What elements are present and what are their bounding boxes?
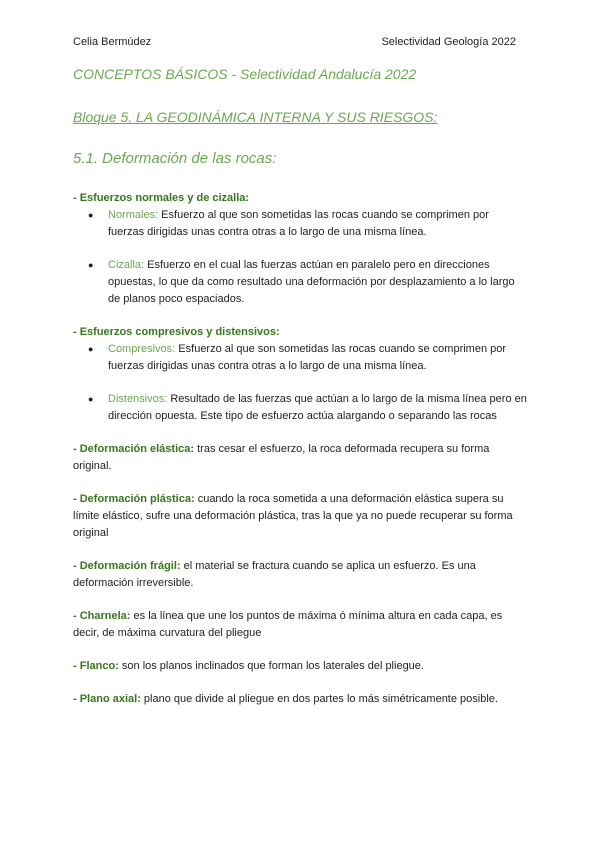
definition-text: cuando la roca sometida a una deformación elástica supera su límite elástico, sufre una deformación plástica, tras la que ya no puede recuperar su forma original	[73, 493, 513, 539]
item-text: Esfuerzo al que son sometidas las rocas cuando se comprimen por fuerzas dirigidas unas contra otras a lo largo de una misma línea.	[108, 343, 507, 372]
item-text: Esfuerzo en el cual las fuerzas actúan en paralelo pero en direcciones opuestas, lo que da como resultado una deformación por desplazamiento a lo largo de planos poco espaciados.	[108, 259, 515, 305]
list-item	[73, 257, 528, 308]
definition-term: - Flanco:	[73, 660, 119, 672]
item-term: Distensivos:	[108, 393, 168, 405]
bullet-icon: ●	[88, 210, 94, 220]
bullet-list	[73, 207, 528, 308]
list-item	[73, 391, 528, 425]
definition	[73, 558, 528, 592]
bullet-icon: ●	[88, 344, 94, 354]
definition-term: - Charnela:	[73, 610, 131, 622]
bullet-list	[73, 341, 528, 425]
item-text: Esfuerzo al que son sometidas las rocas cuando se comprimen por fuerzas dirigidas unas contra otras a lo largo de una misma línea.	[108, 209, 489, 238]
definition	[73, 691, 528, 708]
definition-text: es la línea que une los puntos de máxima ó mínima altura en cada capa, es decir, de máxima curvatura del pliegue	[73, 610, 503, 639]
definition-term: - Deformación frágil:	[73, 560, 181, 572]
group-title: - Esfuerzos compresivos y distensivos:	[73, 326, 280, 338]
group-title: - Esfuerzos normales y de cizalla:	[73, 192, 250, 204]
definition-text: son los planos inclinados que forman los laterales del pliegue.	[118, 660, 424, 672]
definition-term: - Plano axial:	[73, 693, 141, 705]
list-item	[73, 207, 528, 241]
item-term: Compresivos:	[108, 343, 176, 355]
definition	[73, 658, 528, 675]
item-term: Normales:	[108, 209, 159, 221]
section-heading: 5.1. Deformación de las rocas:	[73, 150, 277, 167]
item-text: Resultado de las fuerzas que actúan a lo largo de la misma línea pero en dirección opuesta. Este tipo de esfuerzo actúa alargando o separando las rocas	[108, 393, 527, 422]
header-course: Selectividad Geología 2022	[381, 36, 516, 48]
definition	[73, 491, 528, 542]
definition-term: - Deformación elástica:	[73, 443, 195, 455]
block-heading: Bloque 5. LA GEODINÁMICA INTERNA Y SUS RIESGOS:	[73, 109, 438, 125]
definition-term: - Deformación plástica:	[73, 493, 195, 505]
bullet-icon: ●	[88, 260, 94, 270]
document-title: CONCEPTOS BÁSICOS - Selectividad Andalucía 2022	[73, 66, 417, 82]
definition	[73, 608, 528, 642]
definition-text: el material se fractura cuando se aplica un esfuerzo. Es una deformación irreversible.	[73, 560, 476, 589]
definition-text: plano que divide al pliegue en dos partes lo más simétricamente posible.	[140, 693, 498, 705]
header-author: Celia Bermúdez	[73, 36, 152, 48]
item-term: Cizalla:	[108, 259, 145, 271]
definition	[73, 441, 528, 475]
list-item	[73, 341, 528, 375]
bullet-icon: ●	[88, 394, 94, 404]
definition-text: tras cesar el esfuerzo, la roca deformada recupera su forma original.	[73, 443, 490, 472]
document-body	[73, 190, 528, 708]
